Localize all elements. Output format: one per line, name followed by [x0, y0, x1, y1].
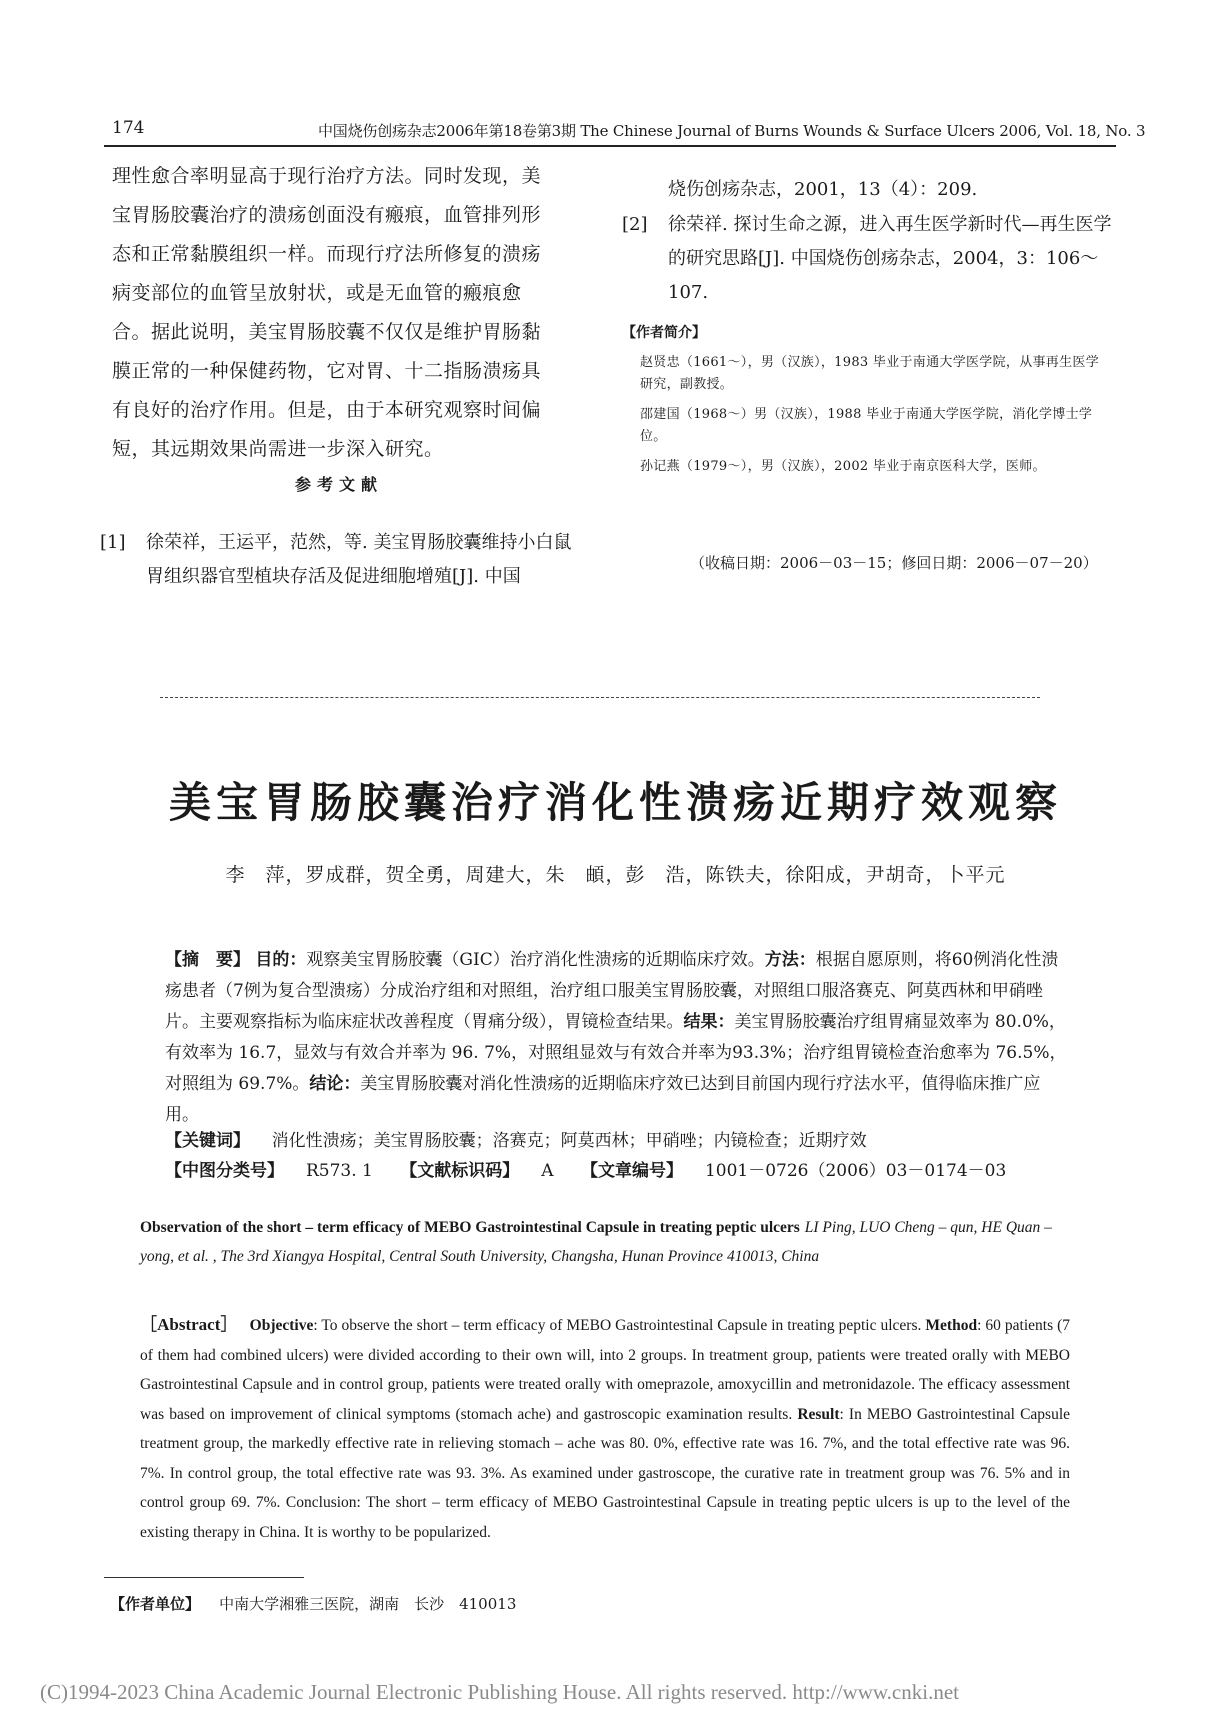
affiliation	[110, 1593, 516, 1614]
art-value: 1001－0726（2006）03－0174－03	[704, 1161, 1007, 1181]
affiliation-label: 【作者单位】	[110, 1595, 201, 1613]
english-method-label: Method	[925, 1317, 978, 1334]
reference-1-continued	[622, 173, 1102, 207]
body-line: 态和正常黏膜组织一样。而现行疗法所修复的溃疡	[112, 243, 542, 265]
author-bio: 赵贤忠（1661～），男（汉族），1983 毕业于南通大学医学院，从事再生医学研究，副教授。	[640, 355, 1100, 392]
doc-label: 【文献标识码】	[400, 1161, 520, 1181]
article-separator	[160, 697, 1040, 698]
keywords	[165, 1126, 1071, 1156]
prev-article-body	[112, 157, 542, 469]
chinese-abstract	[165, 945, 1071, 1131]
footnote-rule	[104, 1577, 304, 1578]
reference-2	[622, 208, 1112, 310]
body-line: 理性愈合率明显高于现行治疗方法。同时发现，美	[112, 165, 542, 187]
reference-1	[100, 526, 580, 594]
article-title: 美宝胃肠胶囊治疗消化性溃疡近期疗效观察	[168, 778, 1062, 827]
keywords-text: 消化性溃疡；美宝胃肠胶囊；洛赛克；阿莫西林；甲硝唑；内镜检查；近期疗效	[271, 1131, 867, 1151]
clc-value: R573. 1	[306, 1161, 373, 1181]
body-line: 有良好的治疗作用。但是，由于本研究观察时间偏	[112, 399, 542, 421]
english-authors: LI Ping, LUO Cheng – qun, HE Quan – yong, et al. , The 3rd Xiangya Hospital, Central South University, Changsha, Hunan Province 410013, China	[140, 1219, 1052, 1265]
objective-label: 目的：	[255, 950, 307, 970]
method-text: 根据自愿原则，将60例消化性溃疡患者（7例为复合型溃疡）分成治疗组和对照组，治疗组口服美宝胃肠胶囊，对照组口服洛赛克、阿莫西林和甲硝唑片。主要观察指标为临床症状改善程度（胃痛分级），胃镜检查结果。	[165, 950, 1059, 1032]
body-line: 病变部位的血管呈放射状，或是无血管的瘢痕愈	[112, 282, 522, 304]
english-abstract-label: ［Abstract］	[140, 1315, 238, 1334]
body-line: 短，其远期效果尚需进一步深入研究。	[112, 438, 444, 460]
reference-number: [1]	[100, 532, 126, 553]
page-number: 174	[112, 118, 145, 138]
header-rule	[104, 145, 1116, 147]
conclusion-label: 结论：	[309, 1074, 361, 1094]
reference-text: 徐荣祥，王运平，范然，等. 美宝胃肠胶囊维持小白鼠胃组织器官型植块存活及促进细胞增殖[J]. 中国	[146, 532, 572, 587]
reference-text: 徐荣祥. 探讨生命之源，进入再生医学新时代—再生医学的研究思路[J]. 中国烧伤创疡杂志，2004，3：106～107.	[668, 214, 1112, 303]
english-abstract	[140, 1310, 1070, 1547]
english-title-block	[140, 1213, 1070, 1271]
author-bio: 孙记燕（1979～），男（汉族），2002 毕业于南京医科大学，医师。	[640, 459, 1046, 474]
objective-text: 观察美宝胃肠胶囊（GIC）治疗消化性溃疡的近期临床疗效。	[306, 950, 765, 970]
author-intro-title: 【作者简介】	[622, 325, 706, 341]
english-title: Observation of the short – term efficacy of MEBO Gastrointestinal Capsule in treating peptic ulcers	[140, 1219, 800, 1236]
doc-value: A	[541, 1161, 554, 1181]
method-label: 方法：	[764, 950, 816, 970]
received-date: （收稿日期：2006－03－15；修回日期：2006－07－20）	[690, 554, 1098, 572]
article-authors: 李 萍，罗成群，贺全勇，周建大，朱 頔，彭 浩，陈铁夫，徐阳成，尹胡奇，卜平元	[225, 864, 1006, 886]
english-objective-label: Objective	[249, 1317, 314, 1334]
english-result-label: Result	[797, 1405, 840, 1423]
keywords-label: 【关键词】	[165, 1131, 250, 1151]
body-line: 合。据此说明，美宝胃肠胶囊不仅仅是维护胃肠黏	[112, 321, 542, 343]
conclusion-text: 美宝胃肠胶囊对消化性溃疡的近期临床疗效已达到目前国内现行疗法水平，值得临床推广应用。	[165, 1074, 1041, 1125]
body-line: 宝胃肠胶囊治疗的溃疡创面没有瘢痕，血管排列形	[112, 204, 542, 226]
result-text: 美宝胃肠胶囊治疗组胃痛显效率为 80.0%，有效率为 16.7，显效与有效合并率为 96. 7%，对照组显效与有效合并率为93.3%；治疗组胃镜检查治愈率为 76.5%，对照组为 69.7%。	[165, 1012, 1067, 1094]
author-bio: 邵建国（1968～）男（汉族），1988 毕业于南通大学医学院，消化学博士学位。	[640, 407, 1093, 444]
reference-number: [2]	[622, 214, 648, 235]
references-title: 参考文献	[295, 475, 384, 494]
reference-text-continued: 烧伤创疡杂志，2001，13（4）：209.	[668, 179, 978, 200]
english-method-text: : 60 patients (7 of them had combined ulcers) were divided according to their own will, into 2 groups. In treatment group, patients were treated orally with MEBO Gastrointestinal Capsule and in control group, patients were treated orally with omeprazole, amoxycillin and metronidazole. The efficacy assessment was based on improvement of clinical symptoms (stomach ache) and gastroscopic examination results.	[140, 1317, 1071, 1423]
art-label: 【文章编号】	[580, 1161, 683, 1181]
running-header: 中国烧伤创疡杂志2006年第18卷第3期 The Chinese Journal of Burns Wounds & Surface Ulcers 2006, Vol. 18, No. 3	[318, 122, 1146, 140]
result-label: 结果：	[683, 1012, 735, 1032]
english-result-text: : In MEBO Gastrointestinal Capsule treatment group, the markedly effective rate in relieving stomach – ache was 80. 0%, effective rate was 16. 7%, and the total effective rate was 96. 7%. In control group, the total effective rate was 93. 3%. As examined under gastroscope, the curative rate in treatment group was 76. 5% and in control group 69. 7%. Conclusion: The short – term efficacy of MEBO Gastrointestinal Capsule in treating peptic ulcers is up to the level of the existing therapy in China. It is worthy to be popularized.	[140, 1405, 1071, 1541]
body-line: 膜正常的一种保健药物，它对胃、十二指肠溃疡具	[112, 360, 542, 382]
abstract-label: 【摘 要】	[165, 950, 250, 970]
copyright-watermark: (C)1994-2023 China Academic Journal Electronic Publishing House. All rights reserved. http://www.cnki.net	[40, 1680, 959, 1704]
affiliation-text: 中南大学湘雅三医院，湖南 长沙 410013	[219, 1595, 517, 1613]
english-objective-text: : To observe the short – term efficacy of MEBO Gastrointestinal Capsule in treating peptic ulcers.	[313, 1317, 922, 1334]
clc-label: 【中图分类号】	[165, 1161, 284, 1181]
classification-line	[165, 1156, 1071, 1186]
